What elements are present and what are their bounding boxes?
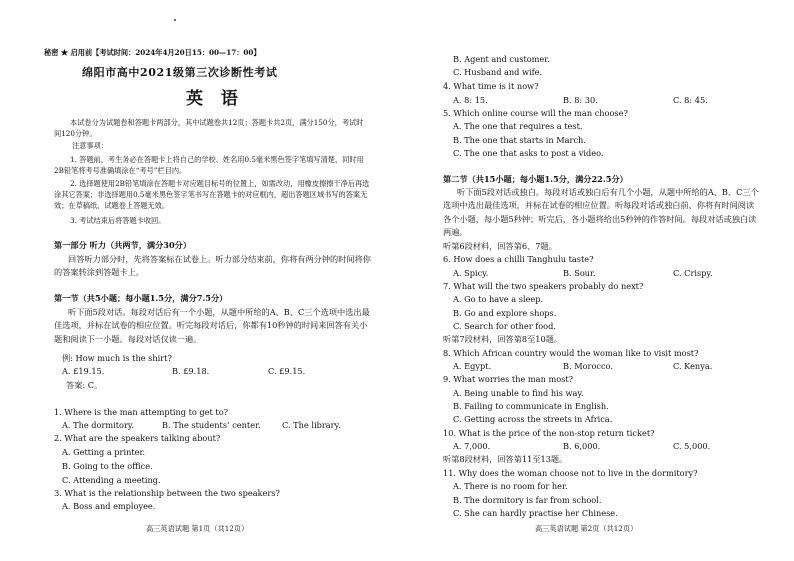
q4-option-b: B. 8: 30. bbox=[563, 95, 598, 105]
confidential-header: 秘密 ★ 启用前【考试时间：2024年4月20日15：00—17：00】 bbox=[44, 48, 261, 57]
q7-option-b: B. Go and explore shops. bbox=[453, 308, 557, 318]
question-8: 8. Which African country would the woman like to visit most? bbox=[443, 348, 699, 358]
question-2: 2. What are the speakers talking about? bbox=[54, 433, 221, 443]
q11-option-c: C. She can hardly practise her Chinese. bbox=[453, 508, 618, 518]
q3-option-b: B. Agent and customer. bbox=[453, 54, 550, 64]
part1-text: 回答听力部分时，先将答案标在试卷上。听力部分结束前，你将有两分钟的时间将你的答案转涂到答题卡上。 bbox=[54, 254, 371, 278]
example-answer: 答案: C。 bbox=[66, 380, 103, 390]
q2-option-c: C. Attending a meeting. bbox=[62, 475, 161, 485]
page-footer: 高三英语试题 第1页（共12页） bbox=[146, 524, 249, 533]
q9-option-c: C. Getting across the streets in Africa. bbox=[453, 414, 613, 424]
q1-option-b: B. The students’ center. bbox=[162, 420, 261, 430]
q10-option-a: A. 7,000. bbox=[453, 441, 491, 451]
q11-option-a: A. There is no room for her. bbox=[453, 481, 568, 491]
question-9: 9. What worries the man most? bbox=[443, 374, 574, 384]
note-1: 1. 答题前，考生务必在答题卡上将自己的学校、姓名用0.5毫米黑色签字笔填写清楚，同时用2B铅笔将考号准确填涂在“考号”栏目内。 bbox=[54, 155, 364, 176]
material-7-note: 听第7段材料，回答第8至10题。 bbox=[443, 334, 563, 344]
example-option: C. £9.15. bbox=[268, 366, 306, 376]
q5-option-a: A. The one that requires a test. bbox=[453, 121, 583, 131]
q4-option-a: A. 8: 15. bbox=[453, 95, 488, 105]
q1-option-c: C. The library. bbox=[282, 420, 341, 430]
example-option: A. £19.15. bbox=[62, 366, 105, 376]
question-6: 6. How does a chilli Tanghulu taste? bbox=[443, 254, 594, 264]
intro-text: 本试卷分为试题卷和答题卡两部分，其中试题卷共12页；答题卡共2页，满分150分，考试时间120分钟。 bbox=[54, 118, 364, 139]
question-5: 5. Which online course will the man choose? bbox=[443, 108, 628, 118]
q9-option-b: B. Failing to communicate in English. bbox=[453, 401, 609, 411]
q5-option-c: C. The one that asks to post a video. bbox=[453, 148, 604, 158]
question-4: 4. What time is it now? bbox=[443, 81, 539, 91]
page-footer: 高三英语试题 第2页（共12页） bbox=[535, 524, 638, 533]
q8-option-c: C. Kenya. bbox=[673, 361, 713, 371]
example-question: 例: How much is the shirt? bbox=[62, 353, 172, 363]
material-8-note: 听第8段材料，回答第11至13题。 bbox=[443, 454, 568, 464]
notes-heading: 注意事项： bbox=[72, 141, 108, 150]
q8-option-a: A. Egypt. bbox=[453, 361, 492, 371]
q1-option-a: A. The dormitory. bbox=[62, 420, 135, 430]
q2-option-b: B. Going to the office. bbox=[62, 461, 153, 471]
question-7: 7. What will the two speakers probably do next? bbox=[443, 281, 644, 291]
q6-option-a: A. Spicy. bbox=[453, 268, 489, 278]
section2-heading: 第二节（共15小题；每小题1.5分，满分22.5分） bbox=[443, 174, 628, 184]
q9-option-a: A. Being unable to find his way. bbox=[453, 388, 584, 398]
note-2: 2. 选择题使用2B铅笔填涂在答题卡对应题目标号的位置上，如需改动，用橡皮擦擦干净后再选涂其它答案；非选择题用0.5毫米黑色签字笔书写在答题卡的对应框内，超出答题区域书写的答案无效；在草稿纸、试题卷上答题无效。 bbox=[54, 179, 370, 211]
q6-option-c: C. Crispy. bbox=[673, 268, 713, 278]
example-option: B. £9.18. bbox=[172, 366, 210, 376]
q8-option-b: B. Morocco. bbox=[563, 361, 613, 371]
q11-option-b: B. The dormitory is far from school. bbox=[453, 495, 602, 505]
question-11: 11. Why does the woman choose not to live in the dormitory? bbox=[443, 468, 698, 478]
q6-option-b: B. Sour. bbox=[563, 268, 596, 278]
right-page bbox=[397, 0, 794, 561]
question-3: 3. What is the relationship between the two speakers? bbox=[54, 488, 280, 498]
section1-heading: 第一节（共5小题；每小题1.5分，满分7.5分） bbox=[54, 293, 228, 303]
section2-text: 听下面5段对话或独白。每段对话或独白后有几个小题，从题中所给的A、B、C三个选项中选出最佳选项，并标在试卷的相应位置。听每段对话或独白前，你将有时间阅读各个小题，每小题5秒钟；听完后，各小题将给出5秒钟的作答时间。每段对话或独白读两遍。 bbox=[443, 187, 759, 238]
note-3: 3. 考试结束后将答题卡收回。 bbox=[70, 216, 166, 225]
exam-title: 绵阳市高中2021级第三次诊断性考试 bbox=[82, 66, 278, 79]
q10-option-b: B. 6,000. bbox=[563, 441, 601, 451]
material-6-note: 听第6段材料，回答第6、7题。 bbox=[443, 241, 557, 251]
q7-option-a: A. Go to have a sleep. bbox=[453, 294, 544, 304]
subject-title: 英 语 bbox=[186, 89, 244, 109]
q3-option-a: A. Boss and employee. bbox=[62, 501, 156, 511]
q7-option-c: C. Search for other food. bbox=[453, 321, 556, 331]
question-10: 10. What is the price of the non-stop return ticket? bbox=[443, 428, 655, 438]
q4-option-c: C. 8: 45. bbox=[673, 95, 708, 105]
part1-heading: 第一部分 听力（共两节，满分30分） bbox=[54, 240, 192, 250]
section1-text: 听下面5段对话。每段对话后有一个小题，从题中所给的A、B、C三个选项中选出最佳选项，并标在试卷的相应位置。听完每段对话后，你都有10秒钟的时间来回答有关小题和阅读下一小题。每段对话仅读一遍。 bbox=[54, 307, 370, 344]
q2-option-a: A. Getting a printer. bbox=[62, 447, 146, 457]
q10-option-c: C. 5,000. bbox=[673, 441, 711, 451]
question-1: 1. Where is the man attempting to get to? bbox=[54, 407, 229, 417]
q5-option-b: B. The one that starts in March. bbox=[453, 135, 586, 145]
q3-option-c: C. Husband and wife. bbox=[453, 67, 543, 77]
